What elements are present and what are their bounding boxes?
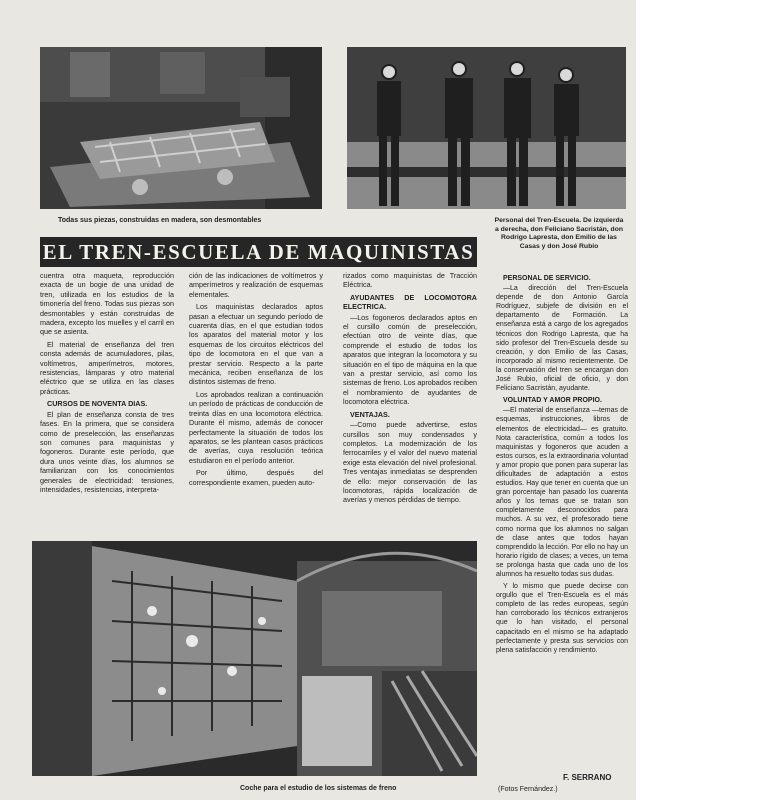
paragraph: rizados como maquinistas de Tracción Eléctrica. bbox=[343, 271, 477, 290]
caption-bottom: Coche para el estudio de los sistemas de freno bbox=[240, 785, 397, 792]
photo-wooden-model bbox=[40, 47, 322, 209]
section-heading: AYUDANTES DE LOCOMOTORA ELECTRICA. bbox=[343, 292, 477, 312]
paragraph: —Como puede advertirse, estos cursillos son muy condensados y completos. La modernización de los ferrocarriles y el valor del nuevo material exige esta elevación del nivel profesional. Tres ventajas inmediatas se desprenden de ello: mejor conservación de las locomotoras, rápida localización de averías y menos pérdidas de tiempo. bbox=[343, 420, 477, 505]
photo-staff bbox=[347, 47, 626, 209]
paragraph: Y lo mismo que puede decirse con orgullo que el Tren-Escuela es el más completo de las redes europeas, según han corroborado los técnicos extranjeros que lo han visitado, el personal capacitado en el mismo se ha adaptado perfectamente y presta sus servicios con plena satisfacción y rendimiento. bbox=[496, 583, 628, 654]
article-title: EL TREN-ESCUELA DE MAQUINISTAS bbox=[42, 240, 475, 264]
paragraph: —Los fogoneros declarados aptos en el cursillo común de preselección, efectúan otro de veinte días, que comprende el estudio de todos los aparatos que integran la locomotora y su situación en el tipo de máquina en la que van a prestar servicio, así como los sistemas de freno. Los aprobados reciben el nombramiento de ayudantes de locomotora eléctrica. bbox=[343, 312, 477, 407]
paragraph: Los maquinistas declarados aptos pasan a efectuar un segundo período de cuarenta días, en el que estudian todos los aparatos del material motor y los esquemas de los circuitos eléctricos del tipo de locomotora en el que van a prestar servicio. Respecto a la parte mecánica, reciben enseñanza de los distintos sistemas de freno. bbox=[189, 302, 323, 387]
section-heading: CURSOS DE NOVENTA DIAS. bbox=[47, 399, 148, 409]
text-column-4 bbox=[496, 271, 628, 771]
paragraph: —El material de enseñanza —temas de esquemas, instrucciones, libros de elementos de electricidad— es gratuito. Nota característica, común a todos los maquinistas y fogoneros que acuden a estos cursos, es la extraordinaria voluntad y amor propio que ponen para superar las dificultades de adaptación a estos estudios. Hay que tener en cuenta que un gran porcentaje han pasado los cuarenta años y los temas que se tratan son completamente desconocidos para muchos. A su vez, el profesorado tiene como norma que los alumnos no salgan de clase antes que todos hayan comprendido la lección. Por ello no hay un horario rígido de clases; a veces, un tema se prolonga hasta que cada uno de los alumnos ha resuelto todas sus dudas. bbox=[496, 407, 628, 578]
photo-brake-study-car bbox=[32, 541, 477, 776]
section-heading: PERSONAL DE SERVICIO. bbox=[503, 275, 591, 282]
author-signature: F. SERRANO bbox=[563, 773, 612, 782]
section-heading: VENTAJAS. bbox=[350, 409, 390, 419]
paragraph: —La dirección del Tren-Escuela depende de don Antonio García Rodríguez, subjefe de división en el departamento de Formación. La enseñanza está a cargo de los agregados técnicos don Rodrigo Lapresta, que ha sido profesor del Tren-Escuela desde su creación, y don Emilio de las Casas, incorporado al mismo recientemente. De la conservación del tren se encargan don José Rubio, oficial de oficio, y don Feliciano Sacristán, ayudante. bbox=[496, 285, 628, 393]
text-column-3 bbox=[343, 271, 477, 529]
article-title-bar bbox=[40, 237, 477, 267]
text-column-1 bbox=[40, 271, 174, 529]
text-column-2 bbox=[189, 271, 323, 529]
paragraph: El material de enseñanza del tren consta además de acumuladores, pilas, voltímetros, amperímetros, motores, resistencias, lámparas y otro material eléctrico que se utiliza en las clases prácticas. bbox=[40, 339, 174, 396]
caption-top-right: Personal del Tren-Escuela. De izquierda a derecha, don Feliciano Sacristán, don Rodrigo Lapresta, don Emilio de las Casas y don José Rubio bbox=[494, 217, 624, 250]
section-heading: VOLUNTAD Y AMOR PROPIO. bbox=[503, 397, 602, 405]
caption-top-left: Todas sus piezas, construidas en madera, son desmontables bbox=[58, 217, 262, 224]
paragraph: Los aprobados realizan a continuación un período de prácticas de conducción de treinta días en una locomotora eléctrica. Durante él mismo, además de conocer perfectamente la situación de todos los aparatos, se les plantean casos prácticos de averías, cuya resolución teórica estudiaron en el período anterior. bbox=[189, 389, 323, 465]
paragraph: cuentra otra maqueta, reproducción exacta de un bogie de una unidad de tren, utilizada en los estudios de la timonería del freno. Todas sus piezas son desmontables y están construidas de madera, excepto los muelles y el carril en que se asienta. bbox=[40, 271, 174, 337]
paragraph: El plan de enseñanza consta de tres fases. En la primera, que se considera como de preselección, las enseñanzas son comunes para maquinistas y fogoneros. Durante este período, que dura unos veinte días, los alumnos se familiarizan con los conocimientos generales de electricidad: tensiones, intensidades, resistencias, interpreta- bbox=[40, 409, 174, 494]
paragraph: ción de las indicaciones de voltímetros y amperímetros y realización de esquemas elementales. bbox=[189, 271, 323, 299]
photo-credit: (Fotos Fernández.) bbox=[498, 786, 558, 793]
paragraph: Por último, después del correspondiente examen, pueden auto- bbox=[189, 468, 323, 487]
